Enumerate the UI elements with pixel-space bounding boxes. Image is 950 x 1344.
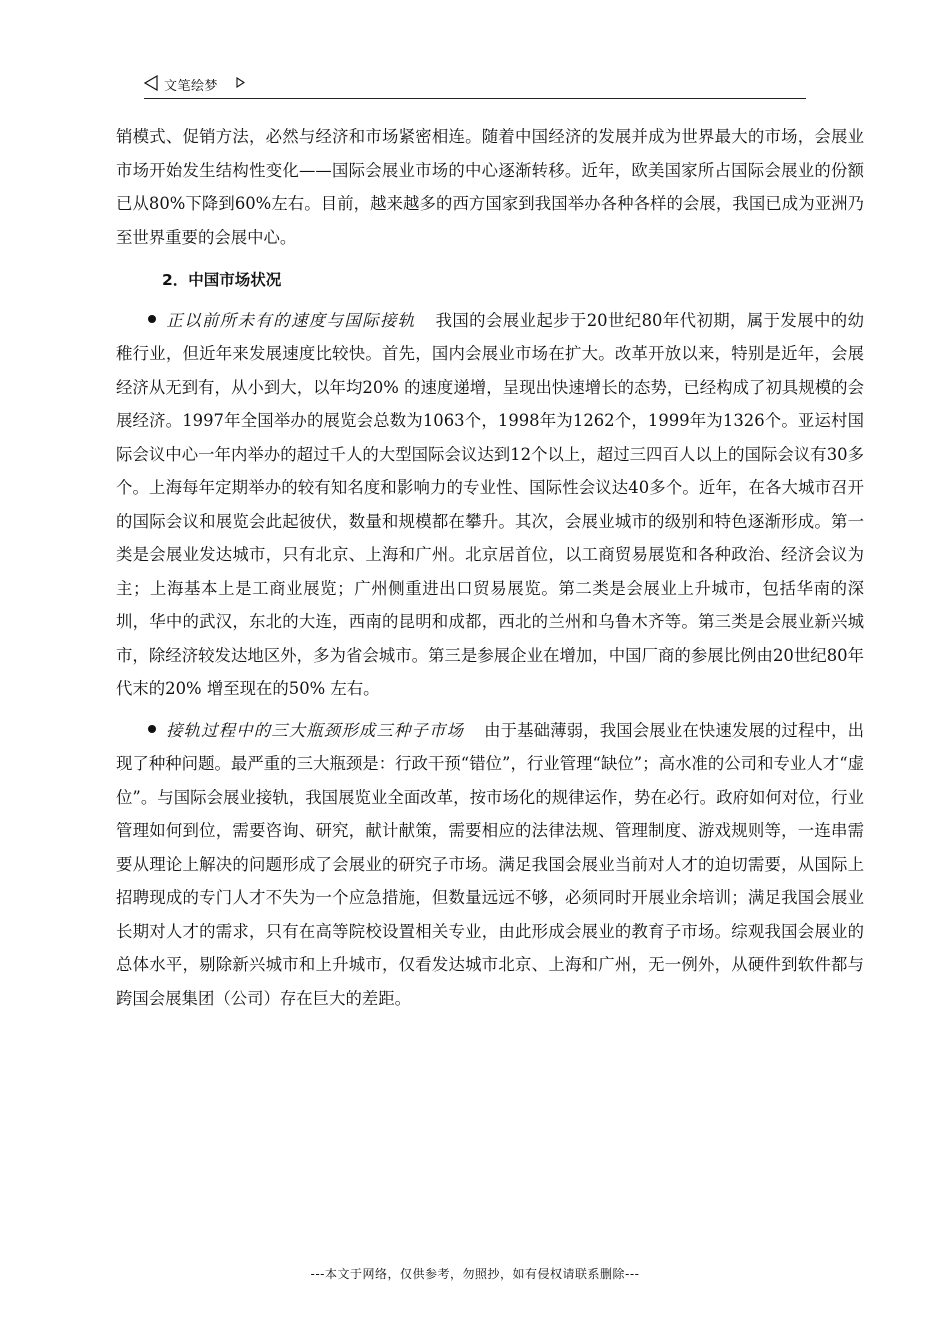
header-brand: 文笔绘梦 bbox=[164, 79, 219, 94]
page-footer: ---本文于网络，仅供参考，勿照抄，如有侵权请联系删除--- bbox=[310, 1267, 640, 1281]
paragraph-text: 我国的会展业起步于20世纪80年代初期，属于发展中的幼稚行业，但近年来发展速度比较快。首先，国内会展业市场在扩大。改革开放以来，特别是近年，会展经济从无到有，从小到大，以年均20% 的速度递增，呈现出快速增长的态势，已经构成了初具规模的会展经济。1997年全国举办的展览会总数为1063个，1998年为1262个，1999年为1326个。亚运村国际会议中心一年内举办的超过千人的大型国际会议达到12个以上，超过三四百人以上的国际会议有30多个。上海每年定期举办的较有知名度和影响力的专业性、国际性会议达40多个。近年，在各大城市召开的国际会议和展览会此起彼伏，数量和规模都在攀升。其次，会展业城市的级别和特色逐渐形成。第一类是会展业发达城市，只有北京、上海和广州。北京居首位，以工商贸易展览和各种政治、经济会议为主；上海基本上是工商业展览；广州侧重进出口贸易展览。第二类是会展业上升城市，包括华南的深圳，华中的武汉，东北的大连，西南的昆明和成都，西北的兰州和乌鲁木齐等。第三类是会展业新兴城市，除经济较发达地区外，多为省会城市。第三是参展企业在增加，中国厂商的参展比例由20世纪80年代末的20% 增至现在的50% 左右。 bbox=[116, 310, 864, 698]
paragraph-text: 由于基础薄弱，我国会展业在快速发展的过程中，出现了种种问题。最严重的三大瓶颈是：行政干预“错位”，行业管理“缺位”；高水准的公司和专业人才“虚位”。与国际会展业接轨，我国展览业全面改革，按市场化的规律运作，势在必行。政府如何对位，行业管理如何到位，需要咨询、研究，献计献策，需要相应的法律法规、管理制度、游戏规则等，一连串需要从理论上解决的问题形成了会展业的研究子市场。满足我国会展业当前对人才的迫切需要，从国际上招聘现成的专门人才不失为一个应急措施，但数量远远不够，必须同时开展业余培训；满足我国会展业长期对人才的需求，只有在高等院校设置相关专业，由此形成会展业的教育子市场。综观我国会展业的总体水平，剔除新兴城市和上升城市，仅看发达城市北京、上海和广州，无一例外，从硬件到软件都与跨国会展集团（公司）存在巨大的差距。 bbox=[116, 720, 865, 1008]
bullet-icon bbox=[148, 315, 156, 323]
triangle-right-icon bbox=[236, 77, 245, 88]
paragraph-lead: 接轨过程中的三大瓶颈形成三种子市场 bbox=[166, 720, 465, 740]
bullet-icon bbox=[148, 725, 156, 733]
page-header bbox=[144, 72, 806, 99]
document-body bbox=[116, 120, 864, 1015]
paragraph-lead: 正以前所未有的速度与国际接轨 bbox=[166, 310, 416, 330]
triangle-left-icon bbox=[144, 75, 158, 91]
paragraph-intro: 销模式、促销方法，必然与经济和市场紧密相连。随着中国经济的发展并成为世界最大的市场，会展业市场开始发生结构性变化——国际会展业市场的中心逐渐转移。近年，欧美国家所占国际会展业的份额已从80%下降到60%左右。目前，越来越多的西方国家到我国举办各种各样的会展，我国已成为亚洲乃至世界重要的会展中心。 bbox=[116, 127, 864, 247]
paragraph-bottlenecks bbox=[116, 714, 864, 1016]
paragraph-growth bbox=[116, 304, 864, 706]
section-heading: 2．中国市场状况 bbox=[162, 271, 282, 289]
